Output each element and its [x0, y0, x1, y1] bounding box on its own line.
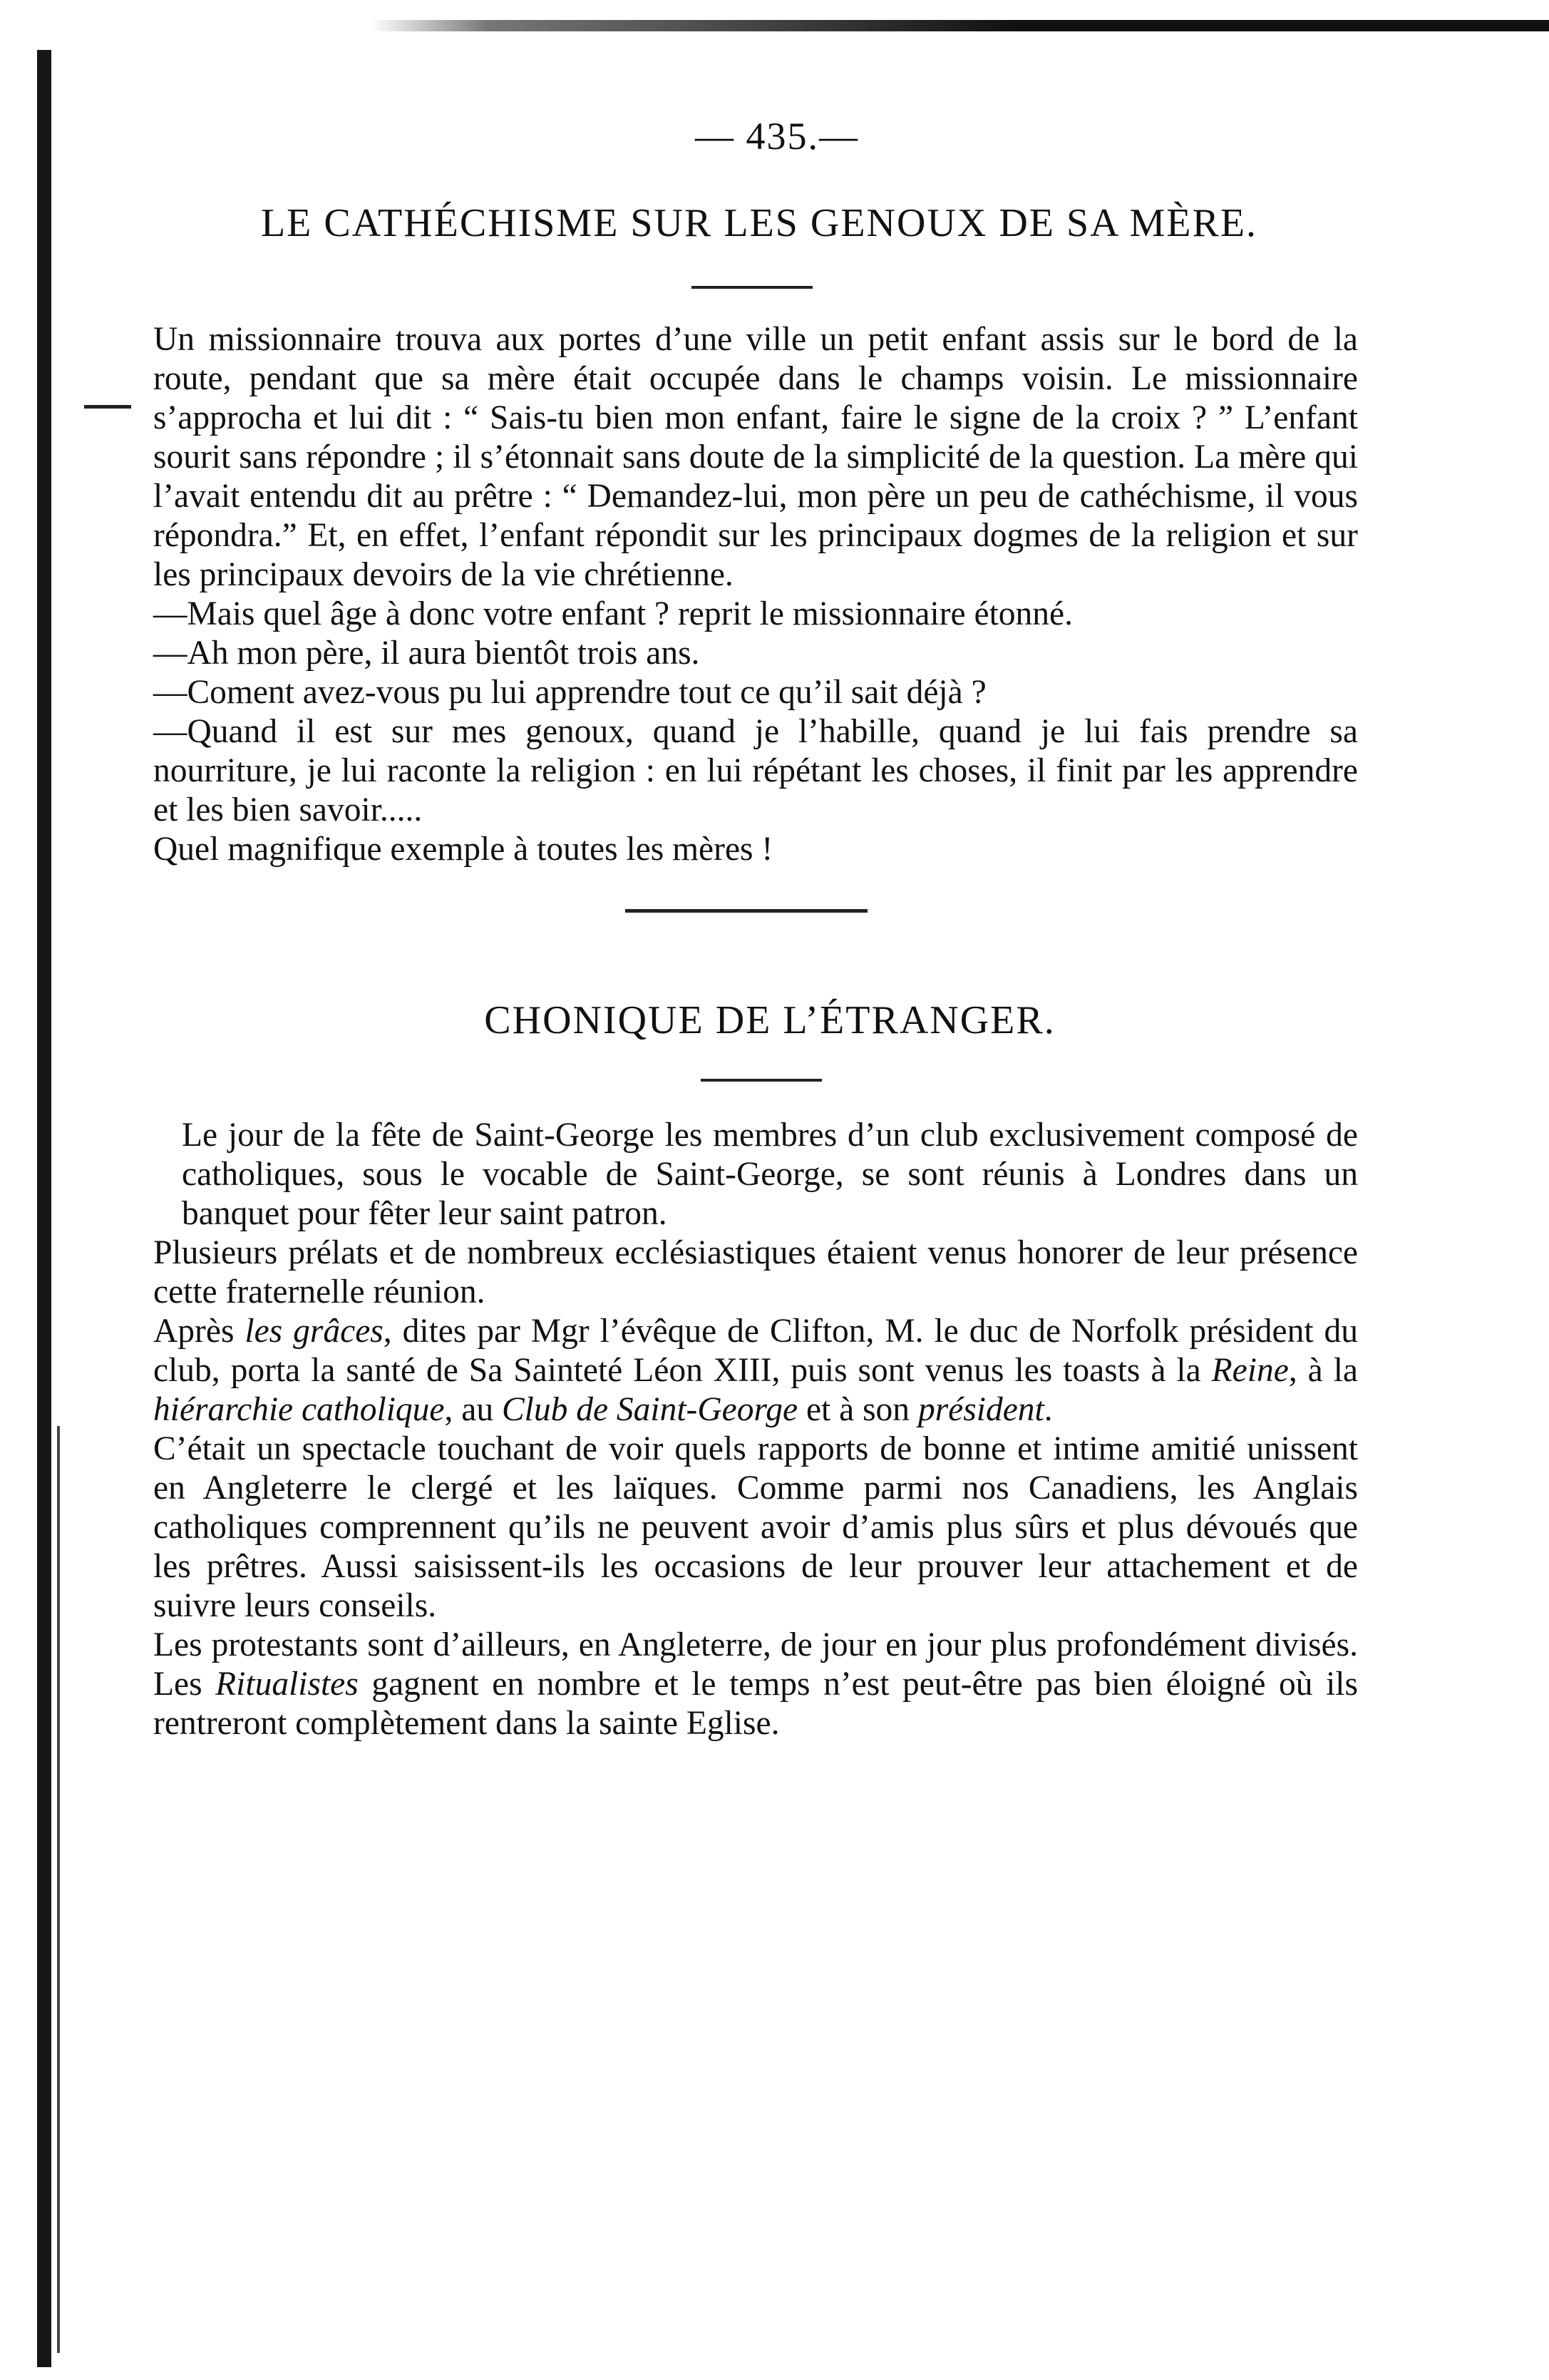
- paragraph-with-italics: [153, 1626, 1358, 1743]
- paragraph: —Quand il est sur mes genoux, quand je l’habille, quand je lui fais prendre sa nourriture, je lui raconte la religion : en lui répétant les choses, il finit par les apprendre et les bien savoir.....: [153, 713, 1358, 829]
- text-run: , à la: [1288, 1352, 1358, 1390]
- paragraph: —Coment avez-vous pu lui apprendre tout ce qu’il sait déjà ?: [153, 674, 987, 712]
- text-run: gagnent en nombre et le temps n’est peut-être pas bien éloigné où ils rentreront complètement dans la sainte Eglise.: [153, 1666, 1358, 1743]
- title-divider: [701, 1079, 822, 1082]
- paragraph-with-italics: [153, 1312, 1358, 1430]
- text-run: , au: [444, 1391, 502, 1429]
- italic-text: Reine: [1211, 1352, 1289, 1390]
- paragraph: Plusieurs prélats et de nombreux ecclésiastiques étaient venus honorer de leur présence cette fraternelle réunion.: [153, 1234, 1358, 1311]
- italic-text: les grâces: [245, 1313, 384, 1350]
- page-content: [153, 114, 1358, 1743]
- text-run: Après: [153, 1313, 245, 1350]
- italic-text: Ritualistes: [215, 1666, 359, 1703]
- paragraph: C’était un spectacle touchant de voir quels rapports de bonne et intime amitié unissent en Angleterre le clergé et les laïques. Comme parmi nos Canadiens, les Anglais catholiques comprennent qu’ils ne peuvent avoir d’amis plus sûrs et plus dévoués que les prêtres. Aussi saisissent-ils les occasions de leur prouver leur attachement et de suivre leurs conseils.: [153, 1430, 1358, 1625]
- section-body-catechism: [153, 320, 1358, 869]
- margin-mark: [84, 405, 131, 409]
- page-edge-rule-thin: [57, 1426, 60, 2353]
- paragraph: Un missionnaire trouva aux portes d’une ville un petit enfant assis sur le bord de la route, pendant que sa mère était occupée dans le champs voisin. Le missionnaire s’approcha et lui dit : “ Sais-tu bien mon enfant, faire le signe de la croix ? ” L’enfant sourit sans répondre ; il s’étonnait sans doute de la simplicité de la question. La mère qui l’avait entendu dit au prêtre : “ Demandez-lui, mon père un peu de cathéchisme, il vous répondra.” Et, en effet, l’enfant répondit sur les principaux dogmes de la religion et sur les principaux devoirs de la vie chrétienne.: [153, 321, 1358, 594]
- paragraph: Quel magnifique exemple à toutes les mères !: [153, 831, 773, 868]
- paragraph: Le jour de la fête de Saint-George les membres d’un club exclusivement composé de catholiques, sous le vocable de Saint-George, se sont réunis à Londres dans un banquet pour fêter leur saint patron.: [182, 1117, 1358, 1233]
- italic-text: Club de Saint-George: [501, 1391, 798, 1429]
- paragraph: —Ah mon père, il aura bientôt trois ans.: [153, 635, 700, 672]
- top-edge-rule: [371, 20, 1549, 31]
- section-body-foreign-chronicle: [153, 1116, 1358, 1743]
- section-divider: [625, 909, 868, 913]
- text-run: , dites par Mgr l’évêque de Clifton, M. le duc de Norfolk président du club, porta la santé de Sa Sainteté Léon XIII, puis sont venus les toasts à la: [153, 1313, 1358, 1390]
- text-run: .: [1044, 1391, 1053, 1429]
- paragraph: —Mais quel âge à donc votre enfant ? reprit le missionnaire étonné.: [153, 595, 1073, 633]
- section-title-foreign-chronicle: CHONIQUE DE L’ÉTRANGER.: [484, 998, 1056, 1043]
- italic-text: hiérarchie catholique: [153, 1391, 445, 1429]
- section-title-catechism: LE CATHÉCHISME SUR LES GENOUX DE SA MÈRE.: [260, 201, 1258, 245]
- title-divider: [691, 286, 813, 289]
- text-run: Les protestants sont d’ailleurs, en Angleterre, de jour en jour plus profondément divisés. Les: [153, 1626, 1358, 1703]
- page-edge-rule: [37, 50, 51, 2367]
- text-run: et à son: [798, 1391, 918, 1429]
- italic-text: président: [917, 1391, 1044, 1429]
- page-number: — 435.—: [695, 115, 859, 158]
